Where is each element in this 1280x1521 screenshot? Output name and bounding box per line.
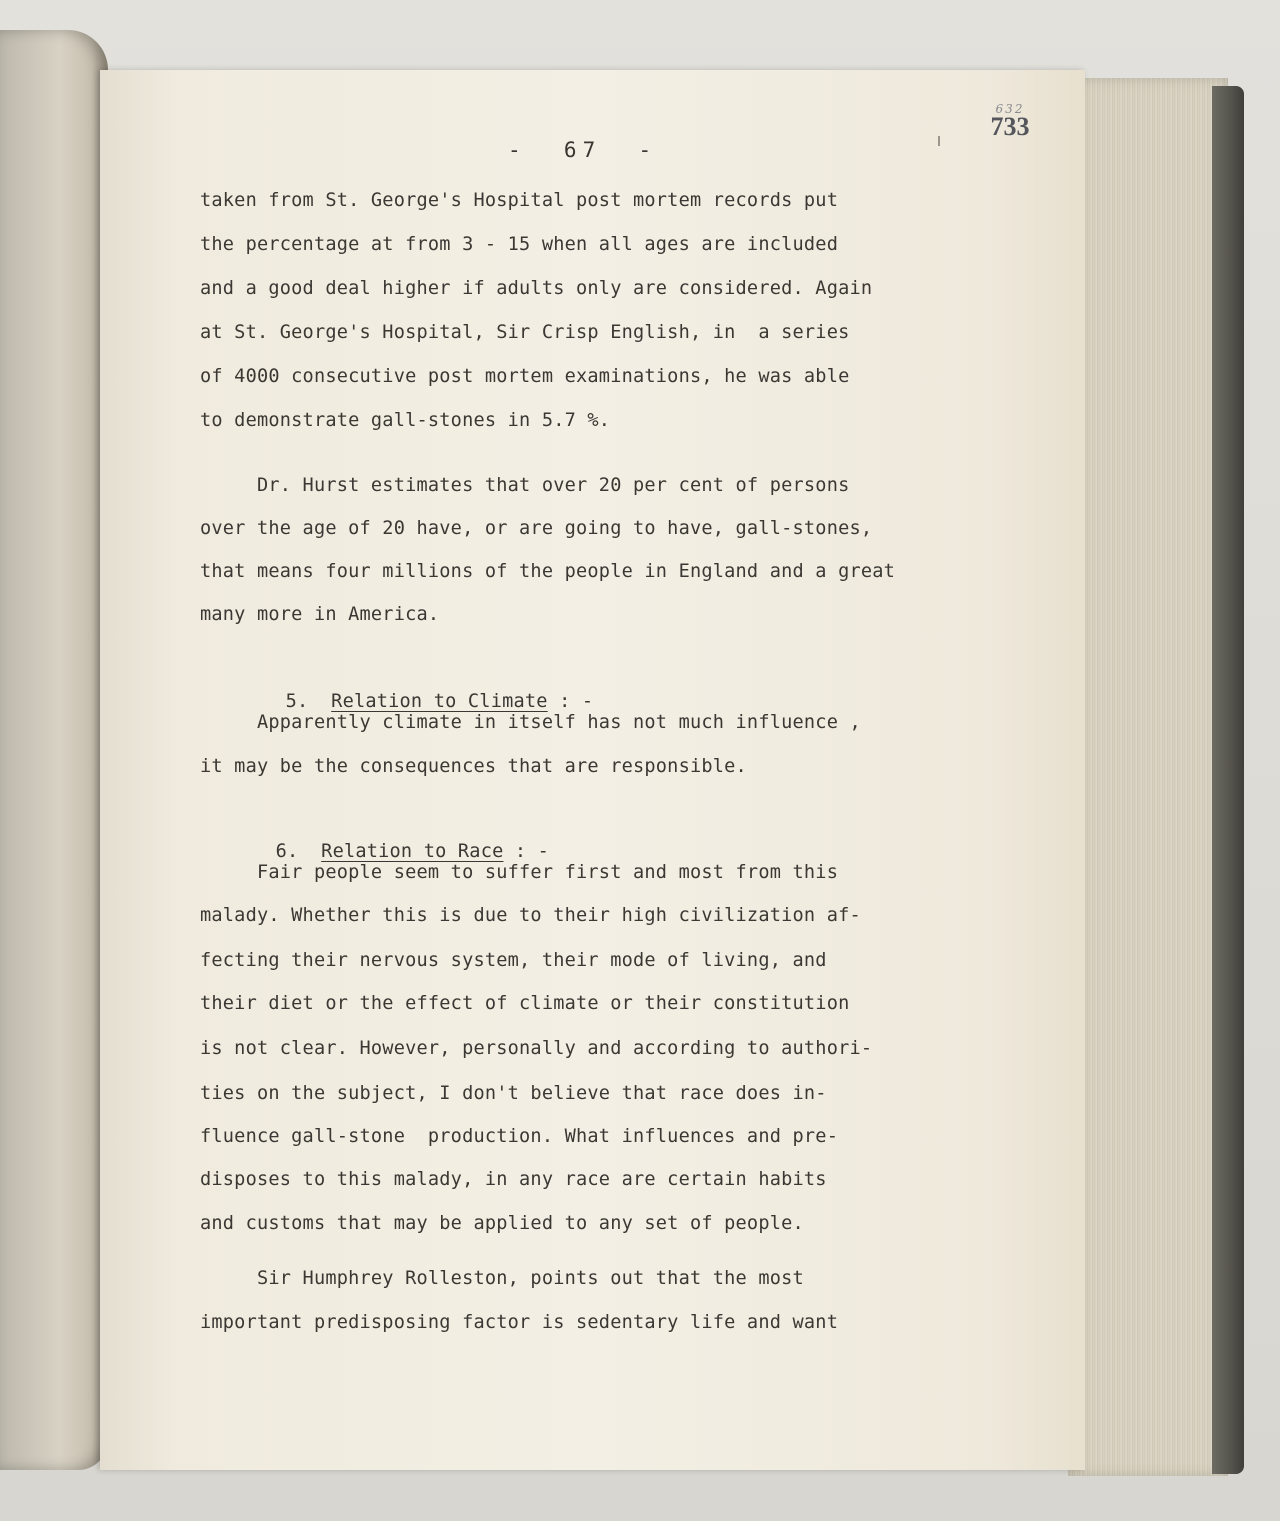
text-line: that means four millions of the people in England and a great [200, 561, 896, 582]
text-line: malady. Whether this is due to their high civilization af- [200, 905, 861, 926]
page-number-header: - 67 - [508, 138, 658, 162]
text-line: taken from St. George's Hospital post mortem records put [200, 190, 839, 211]
text-line: fecting their nervous system, their mode of living, and [200, 950, 827, 971]
text-line: it may be the consequences that are responsible. [200, 756, 747, 777]
page-block-edges [1068, 78, 1228, 1476]
text-line: is not clear. However, personally and according to authori- [200, 1038, 873, 1059]
text-line: Apparently climate in itself has not much influence , [200, 712, 861, 733]
old-folio-number: 632 [995, 102, 1025, 116]
text-line: of 4000 consecutive post mortem examinations, he was able [200, 366, 850, 387]
section-title: Relation to Race [321, 841, 504, 862]
text-line: disposes to this malady, in any race are certain habits [200, 1169, 827, 1190]
text-line: and a good deal higher if adults only are considered. Again [200, 278, 873, 299]
text-line: many more in America. [200, 604, 440, 625]
text-line: Sir Humphrey Rolleston, points out that the most [200, 1268, 804, 1289]
text-line: to demonstrate gall-stones in 5.7 %. [200, 410, 611, 431]
folio-stamp [984, 102, 1036, 142]
text-line: Fair people seem to suffer first and most from this [200, 862, 839, 883]
text-line: their diet or the effect of climate or their constitution [200, 993, 850, 1014]
section-suffix: : - [547, 691, 594, 712]
section-title: Relation to Climate [331, 691, 548, 712]
text-line: at St. George's Hospital, Sir Crisp English, in a series [200, 322, 850, 343]
text-line: important predisposing factor is sedentary life and want [200, 1312, 839, 1333]
section-number: 6. [275, 841, 299, 862]
previous-page-edge [0, 30, 108, 1470]
text-line: over the age of 20 have, or are going to have, gall-stones, [200, 518, 873, 539]
text-line: and customs that may be applied to any set of people. [200, 1213, 804, 1234]
text-line: the percentage at from 3 - 15 when all ages are included [200, 234, 839, 255]
section-suffix: : - [503, 841, 550, 862]
pencil-mark [938, 136, 940, 146]
new-folio-number: 733 [990, 112, 1030, 141]
text-line: ties on the subject, I don't believe that race does in- [200, 1083, 827, 1104]
text-line: fluence gall-stone production. What influences and pre- [200, 1126, 839, 1147]
book-cover-edge [1212, 86, 1244, 1474]
section-number: 5. [285, 691, 309, 712]
text-line: Dr. Hurst estimates that over 20 per cent of persons [200, 475, 850, 496]
